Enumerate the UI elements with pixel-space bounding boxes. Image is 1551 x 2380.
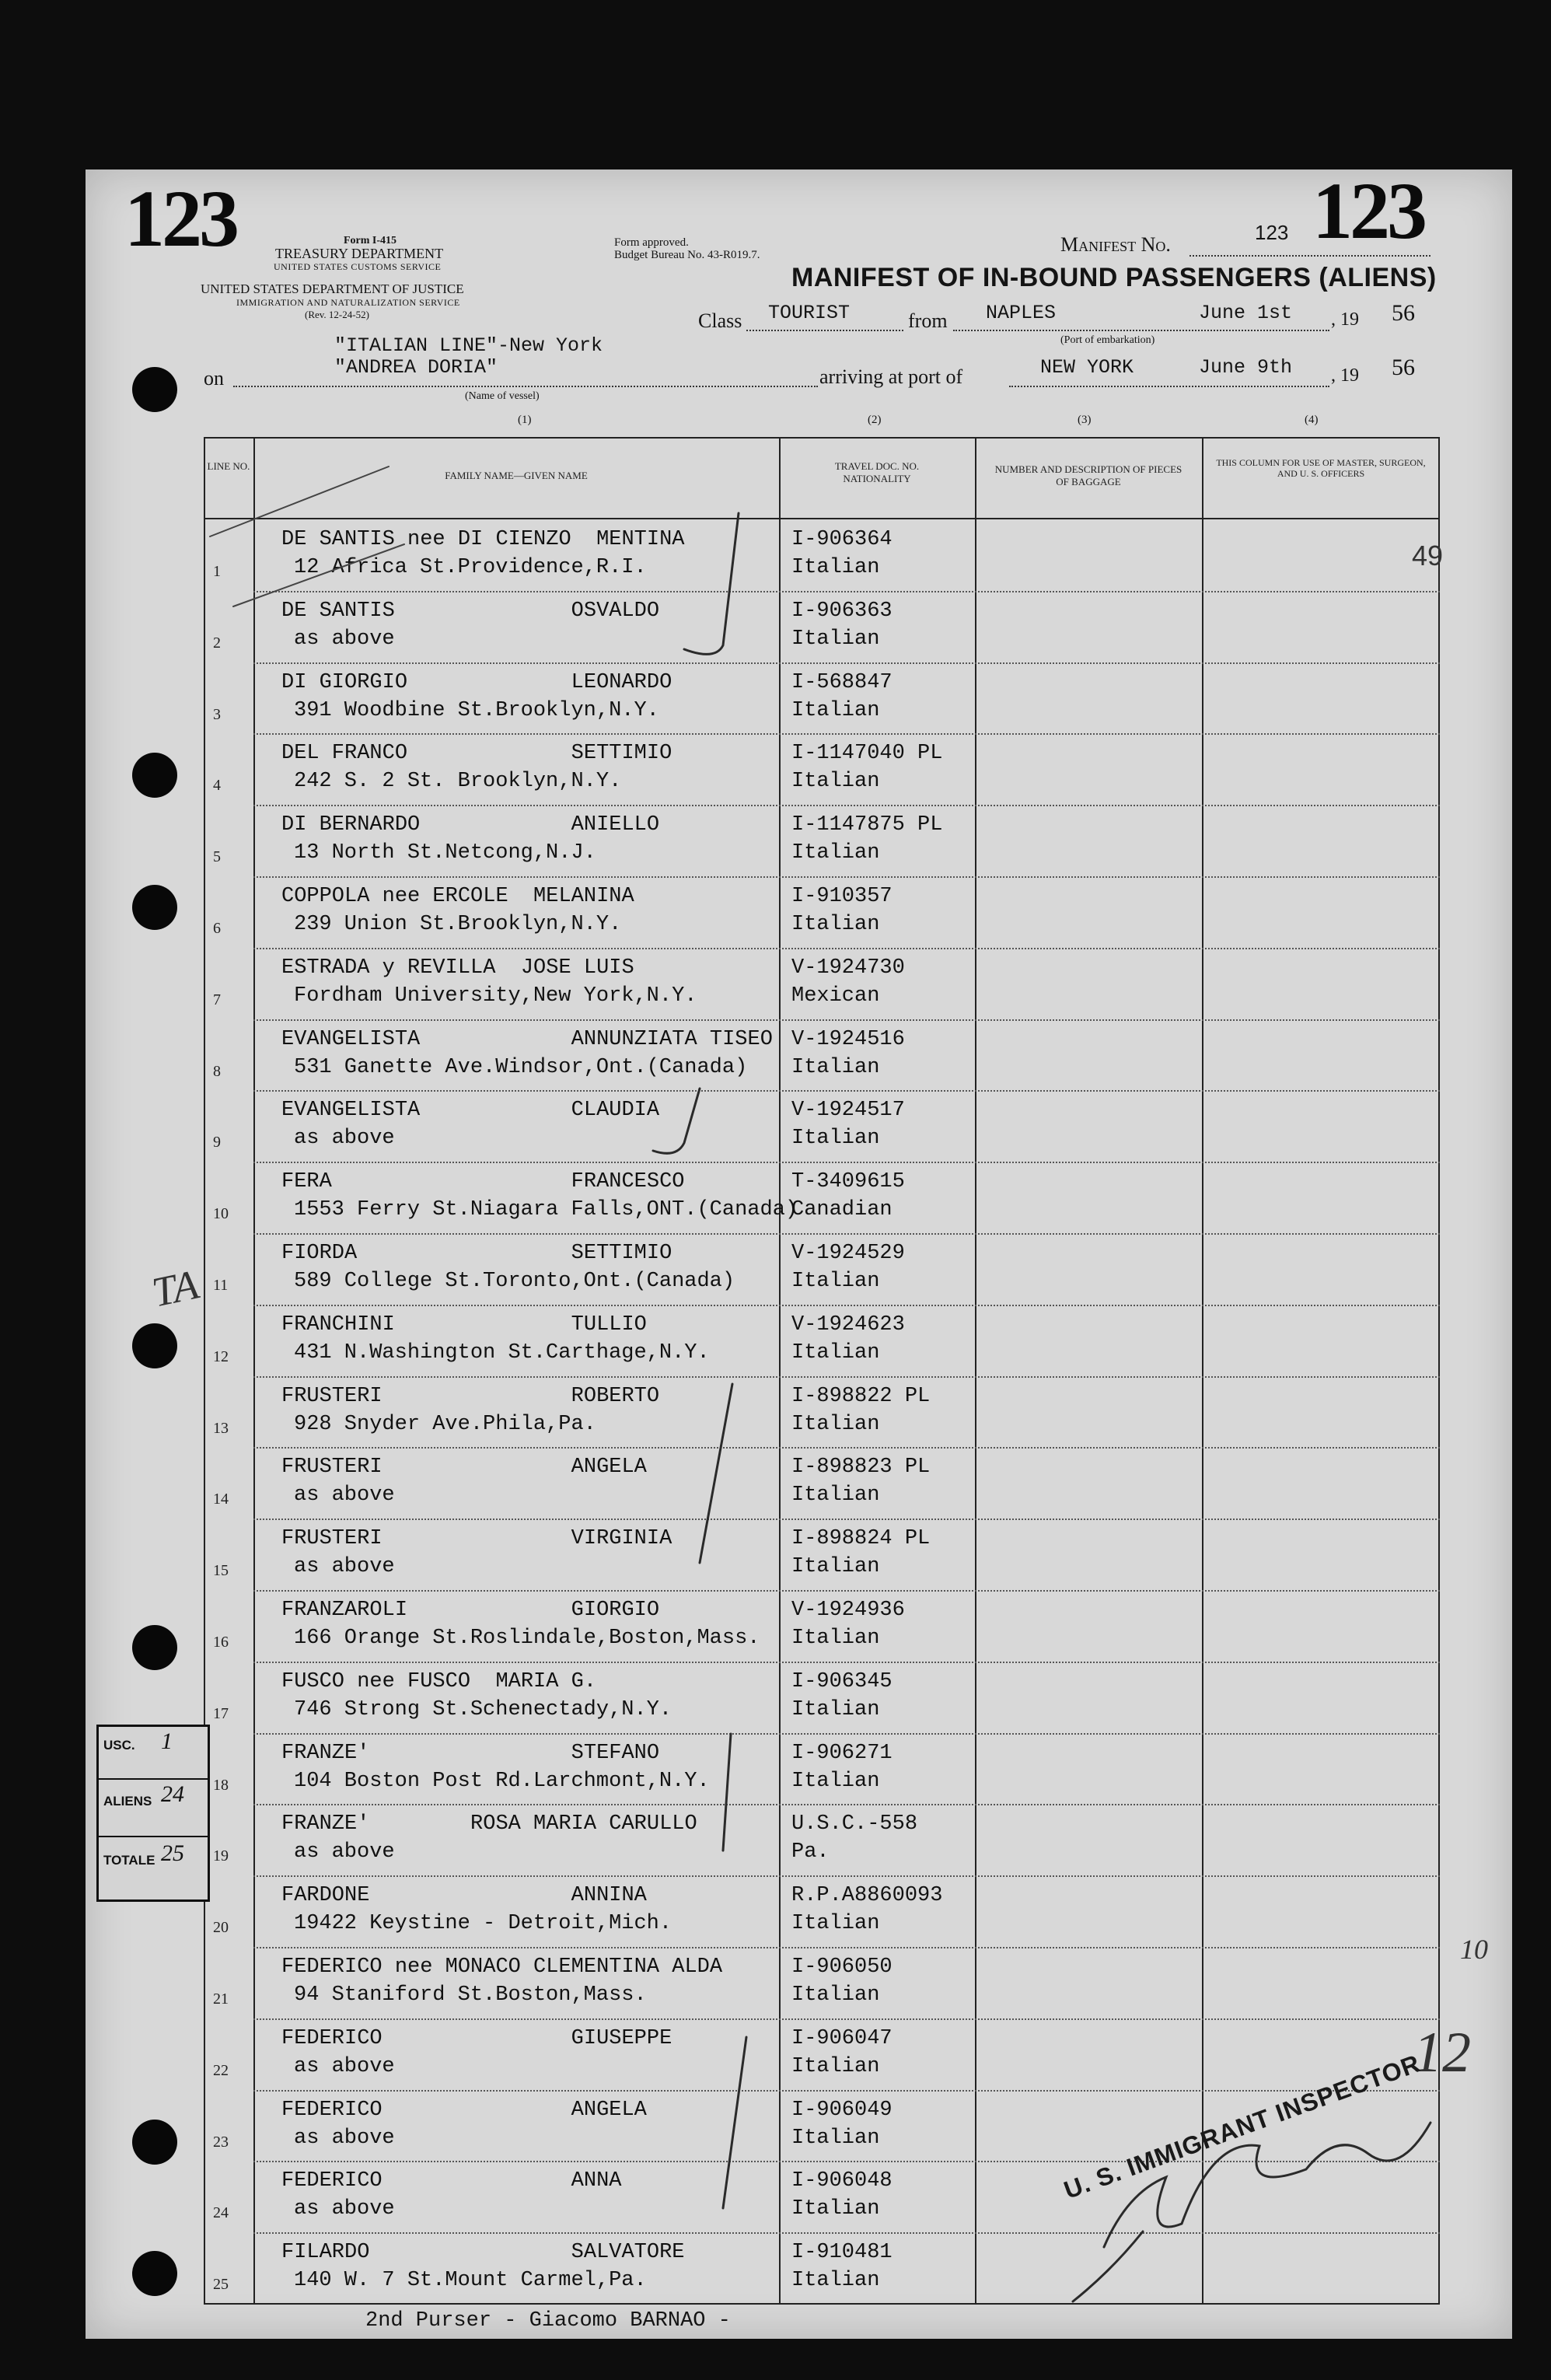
- margin-note: 49: [1412, 540, 1444, 571]
- nationality: Italian: [791, 2054, 880, 2078]
- passenger-name: FEDERICO GIUSEPPE: [281, 2026, 672, 2050]
- line-number: 7: [213, 991, 221, 1008]
- passenger-name: FILARDO SALVATORE: [281, 2241, 685, 2265]
- line-number: 16: [213, 1634, 229, 1651]
- passenger-name: DEL FRANCO SETTIMIO: [281, 742, 672, 766]
- passenger-address: 12 Africa St.Providence,R.I.: [294, 556, 647, 579]
- travel-doc-no: I-910481: [791, 2241, 893, 2265]
- table-row: [204, 591, 1440, 662]
- passenger-name: FIORDA SETTIMIO: [281, 1242, 672, 1265]
- vessel-line: [233, 386, 818, 387]
- form-approved: Form approved.: [614, 236, 689, 249]
- passenger-address: as above: [294, 1484, 395, 1508]
- vessel-line1: "ITALIAN LINE"-New York: [334, 334, 603, 357]
- passenger-address: 391 Woodbine St.Brooklyn,N.Y.: [294, 698, 659, 722]
- passenger-address: 746 Strong St.Schenectady,N.Y.: [294, 1697, 672, 1721]
- arriving-year-prefix: , 19: [1331, 365, 1359, 386]
- table-row: [204, 1947, 1440, 2018]
- passenger-name: DI GIORGIO LEONARDO: [281, 670, 672, 694]
- passenger-name: FRUSTERI ROBERTO: [281, 1384, 660, 1408]
- table-top-border: [204, 437, 1440, 439]
- nationality: Italian: [791, 913, 880, 936]
- nationality: Italian: [791, 1484, 880, 1508]
- punch-hole: [132, 885, 177, 930]
- passenger-name: FEDERICO ANGELA: [281, 2098, 647, 2122]
- table-row: [204, 1804, 1440, 1875]
- passenger-address: 531 Ganette Ave.Windsor,Ont.(Canada): [294, 1055, 748, 1079]
- punch-hole: [132, 2251, 177, 2296]
- passenger-address: as above: [294, 2197, 395, 2221]
- passenger-address: 928 Snyder Ave.Phila,Pa.: [294, 1412, 596, 1436]
- passenger-address: as above: [294, 2126, 395, 2150]
- travel-doc-no: I-906049: [791, 2098, 893, 2122]
- line-number: 12: [213, 1347, 229, 1365]
- passenger-name: FRUSTERI VIRGINIA: [281, 1527, 672, 1551]
- passenger-name: FRANZE' STEFANO: [281, 1741, 660, 1765]
- travel-doc-no: I-1147040 PL: [791, 742, 943, 766]
- punch-hole: [132, 1625, 177, 1670]
- from-line: [953, 330, 1329, 331]
- line-number: 5: [213, 848, 221, 866]
- stamp-divider: [99, 1836, 208, 1837]
- nationality: Italian: [791, 556, 880, 579]
- travel-doc-no: T-3409615: [791, 1170, 905, 1194]
- line-number: 1: [213, 563, 221, 580]
- passenger-name: DE SANTIS OSVALDO: [281, 599, 660, 623]
- line-number: 18: [213, 1776, 229, 1794]
- stamp-divider: [99, 1778, 208, 1780]
- table-row: [204, 1305, 1440, 1375]
- treasury-dept: TREASURY DEPARTMENT: [275, 246, 444, 261]
- nationality: Pa.: [791, 1840, 830, 1865]
- manifest-title: MANIFEST OF IN-BOUND PASSENGERS (ALIENS): [791, 263, 1437, 292]
- form-number: Form I-415: [344, 235, 397, 246]
- line-number: 3: [213, 705, 221, 723]
- usc-value: 1: [161, 1728, 173, 1754]
- col-number-1: (1): [518, 414, 532, 426]
- table-row: [204, 876, 1440, 947]
- header-name: FAMILY NAME—GIVEN NAME: [445, 470, 588, 481]
- passenger-name: FRANZE' ROSA MARIA CARULLO: [281, 1812, 697, 1837]
- travel-doc-no: I-906050: [791, 1955, 893, 1979]
- line-number: 19: [213, 1847, 229, 1865]
- from-label: from: [908, 309, 948, 332]
- page-number-right: 123: [1312, 166, 1424, 256]
- line-number: 24: [213, 2204, 229, 2222]
- travel-doc-no: V-1924730: [791, 956, 905, 980]
- usc-label: USC.: [103, 1738, 135, 1753]
- table-row: [204, 1733, 1440, 1804]
- form-revision: (Rev. 12-24-52): [305, 309, 369, 320]
- nationality: Italian: [791, 1912, 880, 1936]
- travel-doc-no: I-898823 PL: [791, 1456, 931, 1480]
- nationality: Italian: [791, 1127, 880, 1151]
- passenger-name: FRUSTERI ANGELA: [281, 1456, 647, 1480]
- table-row: [204, 2161, 1440, 2231]
- table-row: [204, 2018, 1440, 2089]
- punch-hole: [132, 1323, 177, 1368]
- travel-doc-no: V-1924623: [791, 1312, 905, 1337]
- line-number: 10: [213, 1205, 229, 1223]
- passenger-name: ESTRADA y REVILLA JOSE LUIS: [281, 956, 634, 980]
- justice-dept: UNITED STATES DEPARTMENT OF JUSTICE: [201, 281, 464, 296]
- budget-bureau: Budget Bureau No. 43-R019.7.: [614, 249, 760, 261]
- passenger-address: 19422 Keystine - Detroit,Mich.: [294, 1912, 672, 1936]
- travel-doc-no: I-1147875 PL: [791, 813, 943, 837]
- margin-right-note: 12: [1413, 2021, 1471, 2085]
- passenger-table: [204, 437, 1440, 2305]
- passenger-name: EVANGELISTA ANNUNZIATA TISEO: [281, 1027, 773, 1051]
- line-number: 17: [213, 1704, 229, 1722]
- col-number-2: (2): [868, 414, 882, 426]
- table-row: [204, 1162, 1440, 1232]
- table-row: [204, 1233, 1440, 1304]
- nationality: Italian: [791, 770, 880, 794]
- aliens-label: ALIENS: [103, 1794, 152, 1809]
- manifest-no-value: 123: [1255, 221, 1289, 244]
- passenger-address: as above: [294, 627, 395, 651]
- table-row: [204, 2232, 1440, 2303]
- header-baggage: NUMBER AND DESCRIPTION OF PIECES OF BAGGAGE: [994, 463, 1182, 488]
- line-number: 6: [213, 920, 221, 937]
- manifest-no-line: [1189, 255, 1430, 257]
- nationality: Italian: [791, 1270, 880, 1293]
- nationality: Italian: [791, 1627, 880, 1650]
- from-date: June 1st: [1199, 302, 1293, 324]
- passenger-name: EVANGELISTA CLAUDIA: [281, 1099, 660, 1123]
- table-row: [204, 1447, 1440, 1518]
- nationality: Italian: [791, 1340, 880, 1365]
- table-row: [204, 1519, 1440, 1589]
- passenger-address: 589 College St.Toronto,Ont.(Canada): [294, 1270, 735, 1293]
- table-row: [204, 1090, 1440, 1161]
- table-row: [204, 1019, 1440, 1090]
- class-value: TOURIST: [768, 302, 851, 324]
- passenger-name: FARDONE ANNINA: [281, 1884, 647, 1908]
- header-line-no: LINE NO.: [207, 460, 250, 472]
- passenger-name: FUSCO nee FUSCO MARIA G.: [281, 1669, 597, 1693]
- table-row: [204, 1590, 1440, 1661]
- aliens-value: 24: [161, 1781, 184, 1807]
- nationality: Italian: [791, 1697, 880, 1721]
- table-row: [204, 805, 1440, 875]
- class-label: Class: [698, 309, 742, 332]
- passenger-address: 94 Staniford St.Boston,Mass.: [294, 1983, 647, 2007]
- port-embark-label: (Port of embarkation): [1060, 334, 1155, 346]
- line-number: 9: [213, 1134, 221, 1152]
- arriving-date: June 9th: [1199, 356, 1293, 379]
- line-number: 8: [213, 1062, 221, 1080]
- nationality: Italian: [791, 1412, 880, 1436]
- nationality: Italian: [791, 2126, 880, 2150]
- tally-stamp: [96, 1725, 210, 1902]
- from-year-prefix: , 19: [1331, 309, 1359, 330]
- travel-doc-no: I-906345: [791, 1669, 893, 1693]
- ins-service: IMMIGRATION AND NATURALIZATION SERVICE: [236, 297, 460, 308]
- line-number: 25: [213, 2276, 229, 2294]
- header-travel-doc: TRAVEL DOC. NO. NATIONALITY: [834, 460, 920, 484]
- arriving-label: arriving at port of: [819, 365, 963, 388]
- travel-doc-no: I-898824 PL: [791, 1527, 931, 1551]
- margin-ta: TA: [148, 1260, 203, 1316]
- arriving-line: [1009, 386, 1329, 387]
- total-value: 25: [161, 1840, 184, 1866]
- nationality: Italian: [791, 1983, 880, 2007]
- manifest-no-label: Manifest No.: [1060, 233, 1171, 256]
- line-number: 21: [213, 1990, 229, 2008]
- header-officers: THIS COLUMN FOR USE OF MASTER, SURGEON, AND U. S. OFFICERS: [1216, 457, 1426, 479]
- passenger-address: 13 North St.Netcong,N.J.: [294, 841, 596, 865]
- arriving-port: NEW YORK: [1040, 356, 1134, 379]
- punch-hole: [132, 753, 177, 798]
- nationality: Mexican: [791, 984, 880, 1008]
- nationality: Canadian: [791, 1198, 893, 1222]
- on-label: on: [204, 367, 224, 390]
- travel-doc-no: I-906047: [791, 2026, 893, 2050]
- vessel-line2: "ANDREA DORIA": [334, 356, 498, 379]
- passenger-name: COPPOLA nee ERCOLE MELANINA: [281, 885, 634, 908]
- nationality: Italian: [791, 627, 880, 651]
- total-label: TOTALE: [103, 1853, 155, 1868]
- passenger-address: as above: [294, 1840, 395, 1865]
- passenger-address: as above: [294, 2054, 395, 2078]
- passenger-address: 239 Union St.Brooklyn,N.Y.: [294, 913, 622, 936]
- travel-doc-no: I-906364: [791, 528, 893, 551]
- passenger-address: 104 Boston Post Rd.Larchmont,N.Y.: [294, 1769, 710, 1793]
- nationality: Italian: [791, 1769, 880, 1793]
- passenger-name: FERA FRANCESCO: [281, 1170, 685, 1194]
- nationality: Italian: [791, 698, 880, 722]
- travel-doc-no: I-906363: [791, 599, 893, 623]
- travel-doc-no: V-1924517: [791, 1099, 905, 1123]
- passenger-name: DE SANTIS nee DI CIENZO MENTINA: [281, 528, 685, 551]
- customs-service: UNITED STATES CUSTOMS SERVICE: [274, 261, 442, 272]
- passenger-address: as above: [294, 1127, 395, 1151]
- inspector-stamp: U. S. IMMIGRANT INSPECTOR: [1060, 2049, 1424, 2204]
- passenger-address: 242 S. 2 St. Brooklyn,N.Y.: [294, 770, 622, 794]
- col-number-3: (3): [1078, 414, 1092, 426]
- class-line: [746, 330, 903, 331]
- line-number: 2: [213, 634, 221, 652]
- line-number: 4: [213, 777, 221, 795]
- travel-doc-no: I-910357: [791, 885, 893, 908]
- passenger-address: 166 Orange St.Roslindale,Boston,Mass.: [294, 1627, 760, 1650]
- passenger-name: DI BERNARDO ANIELLO: [281, 813, 660, 837]
- line-number: 20: [213, 1919, 229, 1937]
- table-row: [204, 1662, 1440, 1732]
- travel-doc-no: I-568847: [791, 670, 893, 694]
- travel-doc-no: I-906271: [791, 1741, 893, 1765]
- passenger-address: as above: [294, 1555, 395, 1579]
- nationality: Italian: [791, 841, 880, 865]
- nationality: Italian: [791, 1555, 880, 1579]
- line-number: 11: [213, 1277, 229, 1294]
- travel-doc-no: U.S.C.-558: [791, 1812, 918, 1837]
- travel-doc-no: I-906048: [791, 2169, 893, 2193]
- passenger-address: Fordham University,New York,N.Y.: [294, 984, 697, 1008]
- passenger-address: 140 W. 7 St.Mount Carmel,Pa.: [294, 2269, 647, 2293]
- table-row: [204, 733, 1440, 804]
- line-number: 15: [213, 1562, 229, 1580]
- page-number-left: 123: [124, 174, 236, 264]
- passenger-address: 1553 Ferry St.Niagara Falls,ONT.(Canada): [294, 1198, 798, 1222]
- from-port: NAPLES: [986, 302, 1057, 324]
- passenger-name: FRANZAROLI GIORGIO: [281, 1599, 660, 1622]
- col-number-4: (4): [1305, 414, 1319, 426]
- nationality: Italian: [791, 2197, 880, 2221]
- margin-right-sup: 10: [1460, 1934, 1488, 1965]
- line-number: 14: [213, 1491, 229, 1508]
- arriving-year: 56: [1392, 355, 1415, 380]
- table-row: [204, 1376, 1440, 1447]
- punch-hole: [132, 2120, 177, 2165]
- line-number: 23: [213, 2133, 229, 2151]
- nationality: Italian: [791, 2269, 880, 2293]
- table-row: [204, 519, 1440, 590]
- from-year: 56: [1392, 300, 1415, 326]
- nationality: Italian: [791, 1055, 880, 1079]
- table-row: [204, 948, 1440, 1019]
- line-number: 13: [213, 1419, 229, 1437]
- passenger-address: 431 N.Washington St.Carthage,N.Y.: [294, 1340, 710, 1365]
- travel-doc-no: I-898822 PL: [791, 1384, 931, 1408]
- passenger-name: FEDERICO ANNA: [281, 2169, 622, 2193]
- table-row: [204, 1875, 1440, 1946]
- line-number: 22: [213, 2061, 229, 2079]
- travel-doc-no: R.P.A8860093: [791, 1884, 943, 1908]
- passenger-name: FEDERICO nee MONACO CLEMENTINA ALDA: [281, 1955, 723, 1979]
- footer-purser: 2nd Purser - Giacomo BARNAO -: [365, 2309, 731, 2333]
- vessel-label: (Name of vessel): [465, 390, 540, 402]
- table-bottom-border: [204, 2303, 1440, 2305]
- travel-doc-no: V-1924516: [791, 1027, 905, 1051]
- passenger-name: FRANCHINI TULLIO: [281, 1312, 647, 1337]
- table-row: [204, 662, 1440, 733]
- travel-doc-no: V-1924936: [791, 1599, 905, 1622]
- travel-doc-no: V-1924529: [791, 1242, 905, 1265]
- punch-hole: [132, 367, 177, 412]
